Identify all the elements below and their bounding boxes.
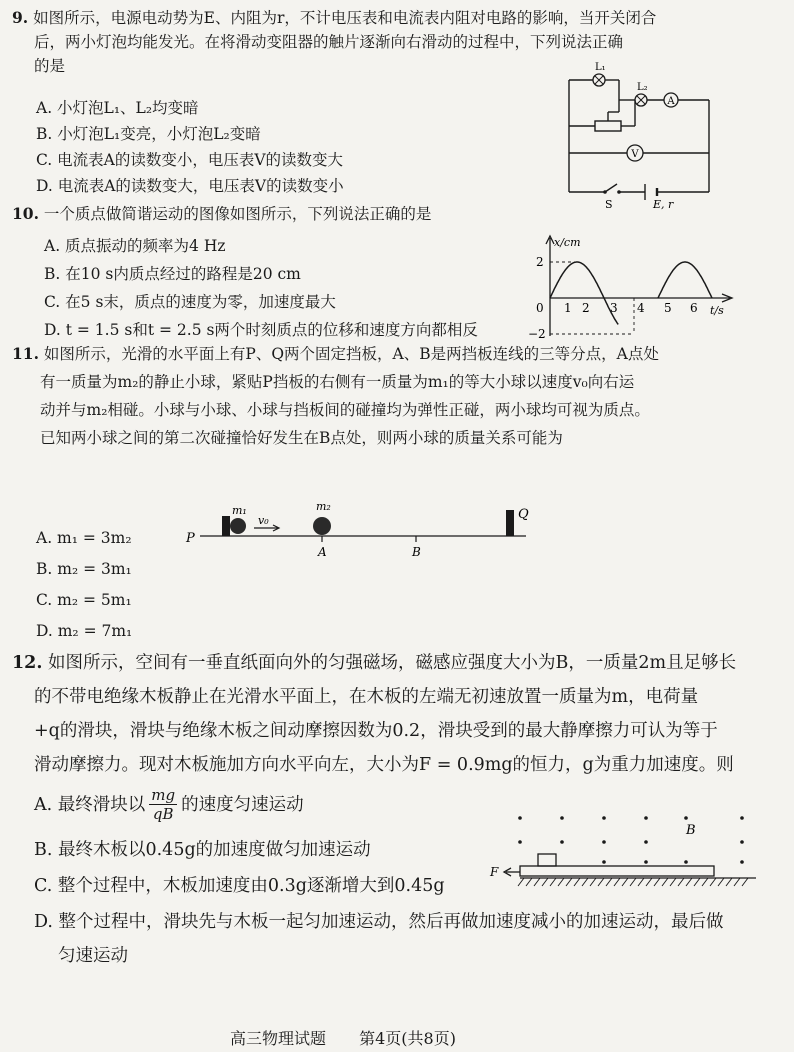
- q9-stem-line2: 后，两小灯泡均能发光。在将滑动变阻器的触片逐渐向右滑动的过程中，下列说法正确: [34, 33, 624, 51]
- ground-hatch: [678, 878, 684, 886]
- ground-hatch: [574, 878, 580, 886]
- ground-hatch: [582, 878, 588, 886]
- q11-option-d[interactable]: D. m₂ = 7m₁: [36, 622, 133, 640]
- ball-m1: [230, 518, 246, 534]
- ground-hatch: [670, 878, 676, 886]
- q11-option-b[interactable]: B. m₂ = 3m₁: [36, 560, 132, 578]
- l2-lamp-icon: [635, 94, 647, 106]
- page-footer: [230, 1026, 456, 1049]
- ground-hatch: [638, 878, 644, 886]
- origin-label: 0: [536, 301, 544, 315]
- ball-m2: [313, 517, 331, 535]
- slider-block: [538, 854, 556, 866]
- ground-hatch: [718, 878, 724, 886]
- q-label: Q: [518, 507, 529, 522]
- q10-option-b[interactable]: B. 在10 s内质点经过的路程是20 cm: [44, 265, 301, 283]
- q12-number: 12.: [12, 653, 43, 673]
- fraction-numerator: mg: [151, 786, 176, 804]
- b-label: B: [412, 545, 421, 559]
- q10-option-a[interactable]: A. 质点振动的频率为4 Hz: [44, 237, 226, 255]
- q11-option-c[interactable]: C. m₂ = 5m₁: [36, 591, 132, 609]
- svg-text:V: V: [631, 149, 639, 160]
- ground-hatch: [662, 878, 668, 886]
- q12-stem-line3: +q的滑块，滑块与绝缘木板之间动摩擦因数为0.2，滑块受到的最大静摩擦力可认为等于: [34, 721, 718, 741]
- q11-stem: [12, 342, 787, 450]
- footer-page: 第4页(共8页): [359, 1029, 456, 1048]
- q10-stem-text: 一个质点做简谐运动的图像如图所示，下列说法正确的是: [43, 205, 432, 223]
- q12-option-c[interactable]: C. 整个过程中，木板加速度由0.3g逐渐增大到0.45g: [34, 876, 445, 896]
- x-axis-label: t/s: [710, 304, 724, 317]
- ground-hatch: [694, 878, 700, 886]
- field-dot: [740, 860, 744, 864]
- field-dot: [740, 816, 744, 820]
- ground-hatch: [566, 878, 572, 886]
- ground-hatch: [614, 878, 620, 886]
- m2-label: m₂: [316, 500, 331, 513]
- footer-subject: 高三物理试题: [230, 1029, 327, 1048]
- ground-hatch: [686, 878, 692, 886]
- p-barrier: [222, 516, 230, 536]
- x-tick-6: 6: [690, 301, 698, 315]
- ground-hatch: [734, 878, 740, 886]
- ground-hatch: [630, 878, 636, 886]
- q11-stem-line4: 已知两小球之间的第二次碰撞恰好发生在B点处，则两小球的质量关系可能为: [40, 429, 563, 447]
- field-dot: [740, 840, 744, 844]
- q10-option-d[interactable]: D. t = 1.5 s和t = 2.5 s两个时刻质点的位移和速度方向都相反: [44, 321, 478, 339]
- ground-hatch: [534, 878, 540, 886]
- q12-magnetic-field-diagram: [466, 812, 766, 892]
- q12-stem: [12, 646, 787, 782]
- q12-option-d[interactable]: D. 整个过程中，滑块先与木板一起匀加速运动，然后再做加速度减小的加速运动，最后做: [34, 912, 724, 932]
- q9-option-d[interactable]: D. 电流表A的读数变大，电压表V的读数变小: [36, 177, 344, 195]
- field-dot: [518, 816, 522, 820]
- switch-label: S: [605, 198, 613, 210]
- field-dot: [684, 816, 688, 820]
- y-axis-label: x/cm: [554, 236, 581, 249]
- magnetic-field-dots: [518, 816, 744, 864]
- q9-option-a[interactable]: A. 小灯泡L₁、L₂均变暗: [36, 99, 199, 117]
- a-label: A: [318, 545, 327, 559]
- ground-hatch: [710, 878, 716, 886]
- q12-option-a-suffix: 的速度匀速运动: [181, 794, 304, 815]
- y-tick-2: 2: [536, 255, 544, 269]
- ground-hatch: [598, 878, 604, 886]
- force-label: F: [490, 865, 499, 879]
- q9-circuit-diagram: [555, 60, 730, 210]
- source-label: E, r: [653, 198, 674, 210]
- q12-option-a-prefix: A. 最终滑块以: [34, 794, 146, 815]
- q9-stem-line1: 如图所示，电源电动势为E、内阻为r，不计电压表和电流表内阻对电路的影响，当开关闭合: [33, 9, 657, 27]
- q11-stem-line1: 如图所示，光滑的水平面上有P、Q两个固定挡板，A、B是两挡板连线的三等分点，A点处: [43, 345, 659, 363]
- field-dot: [644, 816, 648, 820]
- q12-option-d-line2: 匀速运动: [58, 946, 128, 966]
- q9-number: 9.: [12, 8, 29, 27]
- v0-label: v₀: [258, 514, 269, 527]
- ground-hatch: [550, 878, 556, 886]
- l2-label: L₂: [637, 82, 648, 93]
- x-tick-2: 2: [582, 301, 590, 315]
- q12-option-a[interactable]: [34, 786, 304, 823]
- ground-hatch: [742, 878, 748, 886]
- p-label: P: [186, 531, 195, 546]
- q9-stem-line3: 的是: [34, 57, 66, 75]
- ground-hatch: [558, 878, 564, 886]
- y-tick-neg2: −2: [528, 327, 546, 341]
- ground-hatch: [702, 878, 708, 886]
- ground-hatch: [518, 878, 524, 886]
- ground-hatch: [526, 878, 532, 886]
- field-dot: [684, 860, 688, 864]
- q11-stem-line2: 有一质量为m₂的静止小球，紧贴P挡板的右侧有一质量为m₁的等大小球以速度v₀向右运: [40, 373, 635, 391]
- ground-hatch: [622, 878, 628, 886]
- voltmeter-icon: [627, 145, 643, 161]
- ground-hatch: [590, 878, 596, 886]
- q10-shm-graph: [520, 232, 740, 344]
- x-tick-3: 3: [610, 301, 618, 315]
- field-dot: [602, 816, 606, 820]
- q12-option-a-fraction: [149, 786, 177, 823]
- ground-hatch: [542, 878, 548, 886]
- ground-hatch: [606, 878, 612, 886]
- field-dot: [602, 840, 606, 844]
- x-tick-5: 5: [664, 301, 672, 315]
- l1-label: L₁: [595, 62, 606, 73]
- field-dot: [518, 840, 522, 844]
- svg-text:A: A: [667, 96, 675, 107]
- q12-stem-line2: 的不带电绝缘木板静止在光滑水平面上，在木板的左端无初速放置一质量为m，电荷量: [34, 687, 699, 707]
- field-dot: [644, 840, 648, 844]
- q12-stem-line1: 如图所示，空间有一垂直纸面向外的匀强磁场，磁感应强度大小为B，一质量2m且足够长: [48, 653, 737, 673]
- field-label: B: [686, 823, 696, 838]
- q12-stem-line4: 滑动摩擦力。现对木板施加方向水平向左，大小为F = 0.9mg的恒力，g为重力加速度。则: [34, 755, 734, 775]
- q11-number: 11.: [12, 344, 39, 363]
- q10-stem: [12, 202, 431, 226]
- insulating-board: [520, 866, 714, 876]
- q12-option-b[interactable]: B. 最终木板以0.45g的加速度做匀加速运动: [34, 840, 371, 860]
- q11-collision-diagram: [180, 494, 540, 560]
- field-dot: [602, 860, 606, 864]
- ground-hatch: [726, 878, 732, 886]
- ground-hatch: [654, 878, 660, 886]
- m1-label: m₁: [232, 504, 247, 517]
- field-dot: [644, 860, 648, 864]
- q10-option-c[interactable]: C. 在5 s末，质点的速度为零，加速度最大: [44, 293, 336, 311]
- q10-options: [44, 234, 478, 342]
- ammeter-icon: [664, 93, 678, 107]
- x-tick-1: 1: [564, 301, 572, 315]
- field-dot: [560, 840, 564, 844]
- q11-options: [36, 526, 132, 643]
- q10-number: 10.: [12, 204, 39, 223]
- q9-option-b[interactable]: B. 小灯泡L₁变亮，小灯泡L₂变暗: [36, 125, 261, 143]
- q-barrier: [506, 510, 514, 536]
- field-dot: [560, 816, 564, 820]
- q9-option-c[interactable]: C. 电流表A的读数变小，电压表V的读数变大: [36, 151, 344, 169]
- q9-options: [36, 96, 344, 198]
- ground-hatch: [646, 878, 652, 886]
- q10-displacement-curve: [550, 262, 712, 324]
- q11-stem-line3: 动并与m₂相碰。小球与小球、小球与挡板间的碰撞均为弹性正碰，两小球均可视为质点。: [40, 401, 650, 419]
- l1-lamp-icon: [593, 74, 605, 86]
- x-tick-4: 4: [637, 301, 645, 315]
- fraction-denominator: qB: [152, 805, 174, 823]
- q11-option-a[interactable]: A. m₁ = 3m₂: [36, 529, 132, 547]
